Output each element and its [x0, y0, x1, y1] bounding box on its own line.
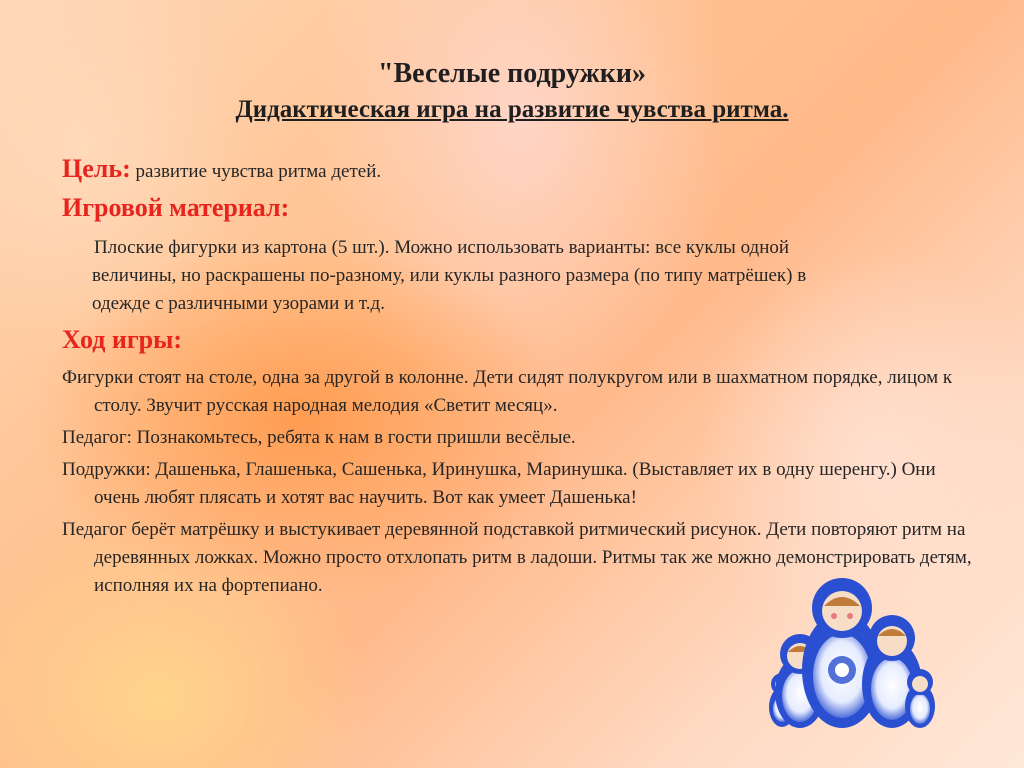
material-label: Игровой материал: [62, 193, 290, 222]
course-paragraph-1: Фигурки стоят на столе, одна за другой в колонне. Дети сидят полукругом или в шахматном порядке, лицом к столу. Звучит русская народная мелодия «Светит месяц». [62, 367, 953, 416]
course-paragraph-2: Педагог: Познакомьтесь, ребята к нам в гости пришли весёлые. [62, 427, 576, 448]
material-line-3: одежде с различными узорами и т.д. [92, 293, 385, 314]
matryoshka-dolls-icon [760, 572, 950, 732]
material-heading [62, 194, 289, 225]
goal-line [62, 155, 381, 186]
material-text [94, 234, 974, 318]
course-label: Ход игры: [62, 325, 183, 354]
goal-text: развитие чувства ритма детей. [135, 161, 382, 182]
course-paragraph-4: Педагог берёт матрёшку и выстукивает деревянной подставкой ритмический рисунок. Дети повторяют ритм на деревянных ложках. Можно просто отхлопать ритм в ладоши. Ритмы так же можно демонстрировать детям, исполняя их на фортепиано. [62, 519, 972, 596]
slide-title: "Веселые подружки» [377, 58, 647, 89]
course-heading [62, 326, 182, 357]
material-line-1: Плоские фигурки из картона (5 шт.). Можно использовать варианты: все куклы одной [94, 237, 790, 258]
course-paragraph-3: Подружки: Дашенька, Глашенька, Сашенька, Иринушка, Маринушка. (Выставляет их в одну шеренгу.) Они очень любят плясать и хотят вас научить. Вот как умеет Дашенька! [62, 459, 936, 508]
goal-label: Цель: [62, 154, 131, 183]
doll-small-right [905, 669, 935, 728]
material-line-2: величины, но раскрашены по-разному, или куклы разного размера (по типу матрёшек) в [92, 265, 807, 286]
slide-subtitle: Дидактическая игра на развитие чувства ритма. [235, 96, 789, 123]
